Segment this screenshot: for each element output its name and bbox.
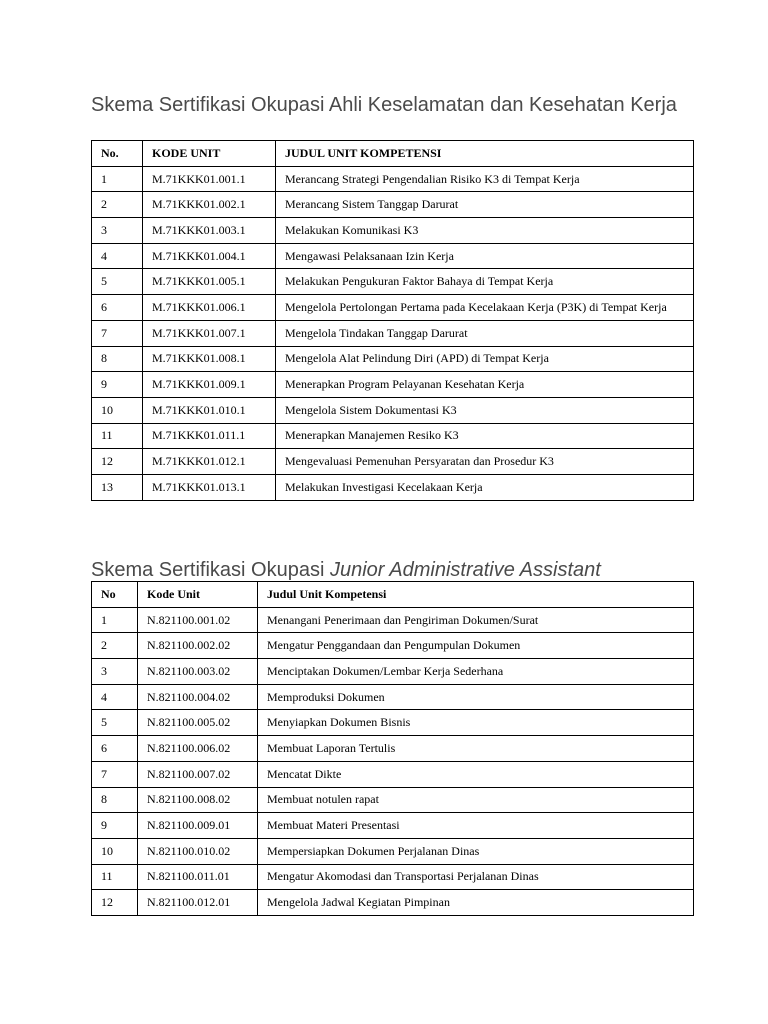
cell-judul-unit: Mengatur Akomodasi dan Transportasi Perjalanan Dinas (258, 864, 694, 890)
cell-judul-unit: Mengelola Sistem Dokumentasi K3 (276, 397, 694, 423)
cell-judul-unit: Mencatat Dikte (258, 761, 694, 787)
cell-no: 5 (92, 269, 143, 295)
cell-kode-unit: N.821100.011.01 (138, 864, 258, 890)
cell-kode-unit: M.71KKK01.011.1 (143, 423, 276, 449)
cell-kode-unit: M.71KKK01.002.1 (143, 192, 276, 218)
cell-kode-unit: N.821100.004.02 (138, 684, 258, 710)
cell-no: 6 (92, 736, 138, 762)
table-row (92, 192, 694, 218)
cell-no: 9 (92, 372, 143, 398)
cell-no: 8 (92, 346, 143, 372)
cell-kode-unit: M.71KKK01.004.1 (143, 243, 276, 269)
table-row (92, 736, 694, 762)
cell-no: 8 (92, 787, 138, 813)
cell-no: 12 (92, 890, 138, 916)
table-header-row (92, 141, 694, 167)
cell-no: 7 (92, 320, 143, 346)
cell-no: 2 (92, 192, 143, 218)
cell-kode-unit: N.821100.010.02 (138, 838, 258, 864)
section-title-admin-assistant (91, 558, 691, 582)
cell-kode-unit: M.71KKK01.008.1 (143, 346, 276, 372)
cell-no: 1 (92, 607, 138, 633)
table-row (92, 607, 694, 633)
table-row (92, 761, 694, 787)
cell-no: 11 (92, 423, 143, 449)
table-row (92, 838, 694, 864)
cell-kode-unit: M.71KKK01.009.1 (143, 372, 276, 398)
header-no: No. (92, 141, 143, 167)
title-prefix: Skema Sertifikasi Okupasi (91, 559, 330, 581)
header-judul-unit: JUDUL UNIT KOMPETENSI (276, 141, 694, 167)
cell-no: 4 (92, 243, 143, 269)
cell-no: 1 (92, 166, 143, 192)
cell-kode-unit: M.71KKK01.010.1 (143, 397, 276, 423)
cell-judul-unit: Mempersiapkan Dokumen Perjalanan Dinas (258, 838, 694, 864)
table-row (92, 633, 694, 659)
table-row (92, 218, 694, 244)
cell-judul-unit: Membuat notulen rapat (258, 787, 694, 813)
cell-judul-unit: Melakukan Pengukuran Faktor Bahaya di Tempat Kerja (276, 269, 694, 295)
cell-judul-unit: Mengelola Alat Pelindung Diri (APD) di Tempat Kerja (276, 346, 694, 372)
cell-judul-unit: Merancang Strategi Pengendalian Risiko K3 di Tempat Kerja (276, 166, 694, 192)
cell-judul-unit: Mengawasi Pelaksanaan Izin Kerja (276, 243, 694, 269)
cell-kode-unit: M.71KKK01.007.1 (143, 320, 276, 346)
table-row (92, 787, 694, 813)
cell-no: 4 (92, 684, 138, 710)
cell-no: 7 (92, 761, 138, 787)
k3-table-body (92, 166, 694, 500)
cell-kode-unit: N.821100.006.02 (138, 736, 258, 762)
cell-no: 6 (92, 295, 143, 321)
cell-no: 11 (92, 864, 138, 890)
header-judul-unit: Judul Unit Kompetensi (258, 582, 694, 608)
table-row (92, 449, 694, 475)
cell-judul-unit: Melakukan Komunikasi K3 (276, 218, 694, 244)
cell-judul-unit: Mengelola Jadwal Kegiatan Pimpinan (258, 890, 694, 916)
cell-kode-unit: M.71KKK01.012.1 (143, 449, 276, 475)
cell-judul-unit: Mengelola Pertolongan Pertama pada Kecelakaan Kerja (P3K) di Tempat Kerja (276, 295, 694, 321)
table-row (92, 813, 694, 839)
cell-judul-unit: Menerapkan Program Pelayanan Kesehatan Kerja (276, 372, 694, 398)
header-kode-unit: Kode Unit (138, 582, 258, 608)
cell-kode-unit: M.71KKK01.005.1 (143, 269, 276, 295)
k3-competency-table (91, 140, 694, 501)
table-row (92, 397, 694, 423)
cell-judul-unit: Mengevaluasi Pemenuhan Persyaratan dan Prosedur K3 (276, 449, 694, 475)
cell-no: 9 (92, 813, 138, 839)
table-row (92, 269, 694, 295)
cell-no: 12 (92, 449, 143, 475)
cell-judul-unit: Menciptakan Dokumen/Lembar Kerja Sederhana (258, 659, 694, 685)
cell-kode-unit: M.71KKK01.001.1 (143, 166, 276, 192)
cell-kode-unit: N.821100.007.02 (138, 761, 258, 787)
table-row (92, 684, 694, 710)
cell-judul-unit: Membuat Laporan Tertulis (258, 736, 694, 762)
table-row (92, 659, 694, 685)
cell-judul-unit: Mengelola Tindakan Tanggap Darurat (276, 320, 694, 346)
cell-judul-unit: Menangani Penerimaan dan Pengiriman Dokumen/Surat (258, 607, 694, 633)
header-kode-unit: KODE UNIT (143, 141, 276, 167)
cell-judul-unit: Mengatur Penggandaan dan Pengumpulan Dokumen (258, 633, 694, 659)
cell-kode-unit: N.821100.002.02 (138, 633, 258, 659)
title-emphasis: Junior Administrative Assistant (329, 559, 601, 581)
cell-no: 10 (92, 838, 138, 864)
cell-no: 3 (92, 659, 138, 685)
table-header-row (92, 582, 694, 608)
cell-judul-unit: Melakukan Investigasi Kecelakaan Kerja (276, 474, 694, 500)
table-row (92, 890, 694, 916)
table-row (92, 474, 694, 500)
cell-no: 2 (92, 633, 138, 659)
cell-kode-unit: N.821100.012.01 (138, 890, 258, 916)
table-row (92, 295, 694, 321)
cell-kode-unit: N.821100.009.01 (138, 813, 258, 839)
table-row (92, 864, 694, 890)
cell-no: 3 (92, 218, 143, 244)
table-row (92, 166, 694, 192)
table-row (92, 710, 694, 736)
cell-kode-unit: N.821100.003.02 (138, 659, 258, 685)
cell-no: 13 (92, 474, 143, 500)
cell-kode-unit: M.71KKK01.003.1 (143, 218, 276, 244)
cell-judul-unit: Merancang Sistem Tanggap Darurat (276, 192, 694, 218)
admin-table-body (92, 607, 694, 915)
section-title-k3: Skema Sertifikasi Okupasi Ahli Keselamatan dan Kesehatan Kerja (91, 94, 677, 116)
table-row (92, 423, 694, 449)
cell-no: 10 (92, 397, 143, 423)
table-row (92, 243, 694, 269)
table-row (92, 320, 694, 346)
table-row (92, 372, 694, 398)
cell-kode-unit: N.821100.008.02 (138, 787, 258, 813)
header-no: No (92, 582, 138, 608)
cell-judul-unit: Memproduksi Dokumen (258, 684, 694, 710)
admin-assistant-competency-table (91, 581, 694, 916)
table-row (92, 346, 694, 372)
cell-judul-unit: Menerapkan Manajemen Resiko K3 (276, 423, 694, 449)
cell-judul-unit: Menyiapkan Dokumen Bisnis (258, 710, 694, 736)
cell-kode-unit: M.71KKK01.013.1 (143, 474, 276, 500)
cell-kode-unit: N.821100.005.02 (138, 710, 258, 736)
cell-judul-unit: Membuat Materi Presentasi (258, 813, 694, 839)
cell-kode-unit: N.821100.001.02 (138, 607, 258, 633)
cell-kode-unit: M.71KKK01.006.1 (143, 295, 276, 321)
cell-no: 5 (92, 710, 138, 736)
